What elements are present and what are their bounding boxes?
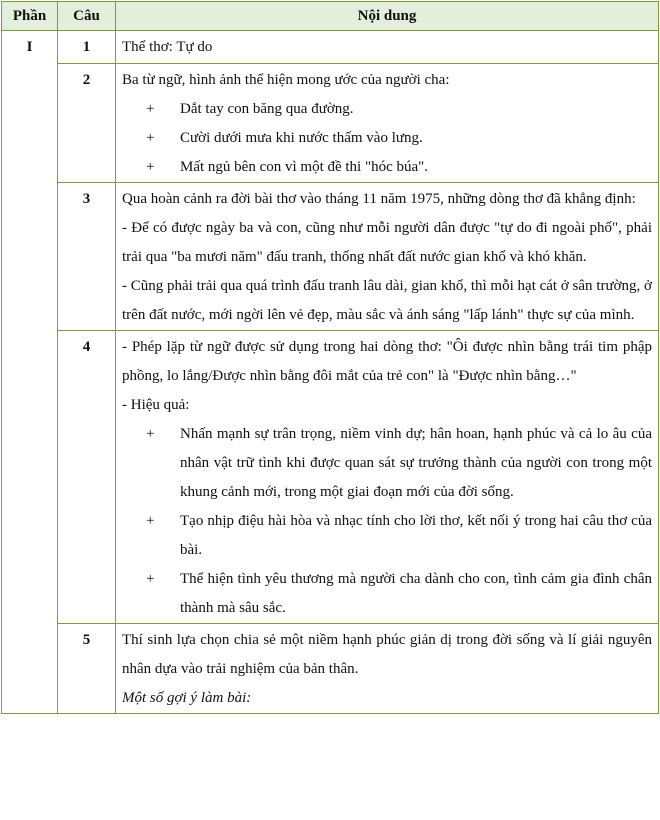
content-line: - Để có được ngày ba và con, cũng như mỗi người dân được "tự do đi ngoài phố", phải trải qua "ba mươi năm" đấu tranh, thống nhất đất nước gian khổ và khó khăn. xyxy=(122,220,652,265)
content-line: Ba từ ngữ, hình ảnh thể hiện mong ước của người cha: xyxy=(122,72,450,88)
question-number: 2 xyxy=(58,64,116,183)
bullet-text: Nhấn mạnh sự trân trọng, niềm vinh dự; hân hoan, hạnh phúc và cả lo âu của nhân vật trữ tình khi được quan sát sự trưởng thành của người con trong một khung cảnh mới, trong một giai đoạn mới của đời sống. xyxy=(180,426,652,500)
part-cell: I xyxy=(2,31,58,714)
header-part: Phần xyxy=(2,2,58,31)
bullet-mark: + xyxy=(146,426,155,442)
table-row xyxy=(2,331,659,624)
table-row xyxy=(2,183,659,331)
question-number: 1 xyxy=(58,31,116,64)
bullet-text: Dắt tay con băng qua đường. xyxy=(180,101,354,117)
answer-content xyxy=(116,183,659,331)
bullet-mark: + xyxy=(146,571,155,587)
table-row xyxy=(2,624,659,714)
content-line: - Phép lặp từ ngữ được sử dụng trong hai dòng thơ: "Ôi được nhìn bằng trái tim phập phồng, lo lắng/Được nhìn bằng đôi mắt của trẻ con" là "Được nhìn bằng…" xyxy=(122,339,652,384)
content-line: - Hiệu quả: xyxy=(122,397,190,413)
content-line: Qua hoàn cảnh ra đời bài thơ vào tháng 11 năm 1975, những dòng thơ đã khẳng định: xyxy=(122,191,636,207)
header-row xyxy=(2,2,659,31)
table-row xyxy=(2,31,659,64)
header-question: Câu xyxy=(58,2,116,31)
content-line: Thí sinh lựa chọn chia sẻ một niềm hạnh phúc giản dị trong đời sống và lí giải nguyên nhân dựa vào trải nghiệm của bản thân. xyxy=(122,632,652,677)
bullet-text: Tạo nhịp điệu hài hòa và nhạc tính cho lời thơ, kết nối ý trong hai câu thơ của bài. xyxy=(180,513,652,558)
bullet-mark: + xyxy=(146,101,155,117)
answer-content xyxy=(116,624,659,714)
content-line-italic: Một số gợi ý làm bài: xyxy=(122,690,252,706)
bullet-text: Mất ngủ bên con vì một đề thi "hóc búa". xyxy=(180,159,429,175)
bullet-mark: + xyxy=(146,513,155,529)
bullet-item xyxy=(122,507,652,565)
content-line: Thể thơ: Tự do xyxy=(122,39,213,55)
answer-content xyxy=(116,64,659,183)
table-row xyxy=(2,64,659,183)
answer-content xyxy=(116,31,659,64)
header-content: Nội dung xyxy=(116,2,659,31)
bullet-text: Thể hiện tình yêu thương mà người cha dành cho con, tình cảm gia đình chân thành mà sâu sắc. xyxy=(180,571,652,616)
bullet-mark: + xyxy=(146,130,155,146)
question-number: 3 xyxy=(58,183,116,331)
answer-content xyxy=(116,331,659,624)
bullet-mark: + xyxy=(146,159,155,175)
bullet-item xyxy=(122,95,652,124)
bullet-item xyxy=(122,124,652,153)
bullet-text: Cười dưới mưa khi nước thấm vào lưng. xyxy=(180,130,423,146)
bullet-item xyxy=(122,153,652,182)
bullet-item xyxy=(122,420,652,507)
answer-table xyxy=(1,1,659,714)
question-number: 4 xyxy=(58,331,116,624)
content-line: - Cũng phải trải qua quá trình đấu tranh lâu dài, gian khổ, thì mỗi hạt cát ở sân trường, ở trên đất nước, mới ngời lên vẻ đẹp, màu sắc và ánh sáng "lấp lánh" thực sự của mình. xyxy=(122,278,652,323)
bullet-item xyxy=(122,565,652,623)
question-number: 5 xyxy=(58,624,116,714)
